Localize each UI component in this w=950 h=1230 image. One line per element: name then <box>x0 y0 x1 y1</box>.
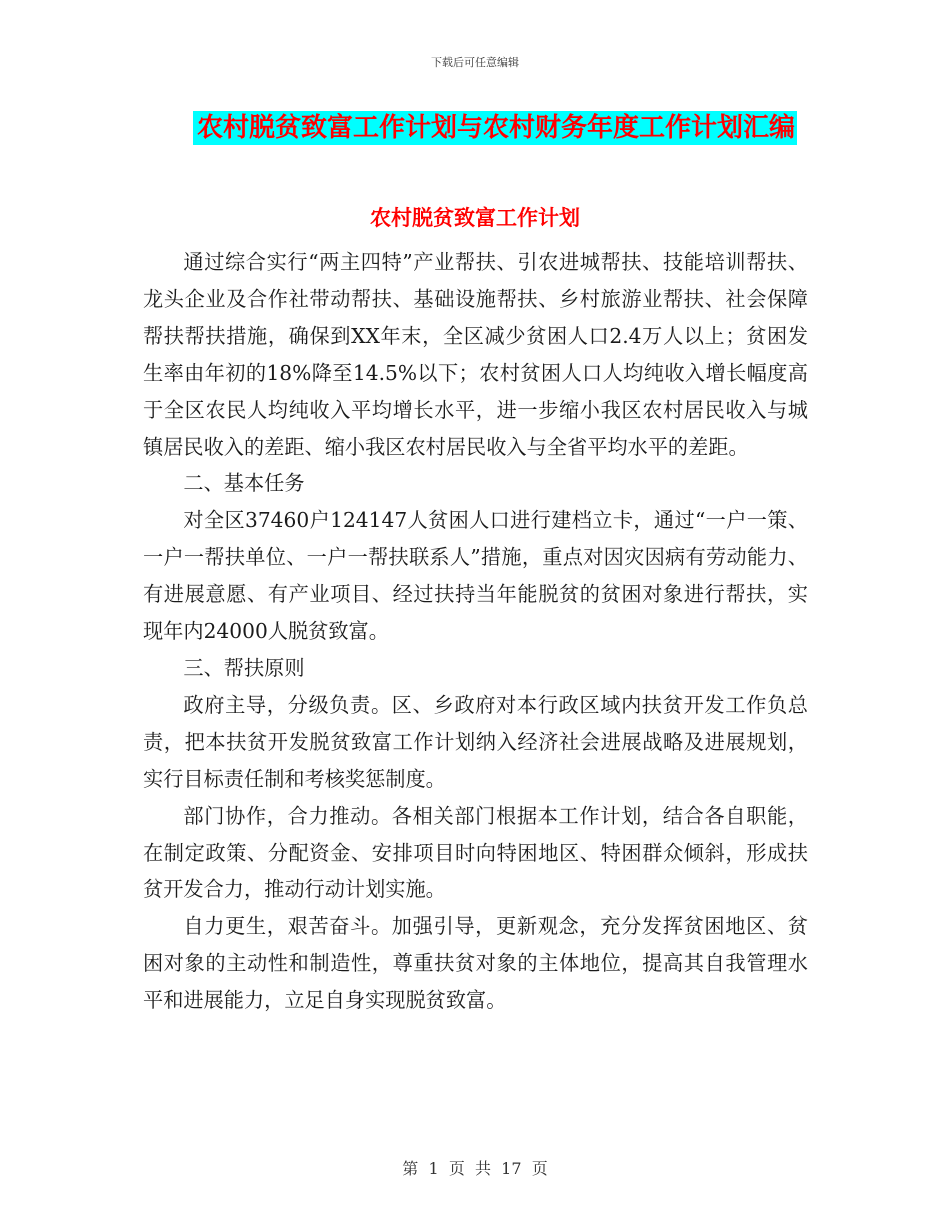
paragraph-principle-selfreliance: 自力更生，艰苦奋斗。加强引导，更新观念，充分发挥贫困地区、贫困对象的主动性和制造性，尊重扶贫对象的主体地位，提高其自我管理水平和进展能力，立足自身实现脱贫致富。 <box>143 914 808 1013</box>
header-note: 下载后可任意编辑 <box>431 56 519 69</box>
page-footer: 第 1 页 共 17 页 <box>402 1159 548 1178</box>
document-title: 农村脱贫致富工作计划与农村财务年度工作计划汇编 <box>193 111 797 145</box>
section-title: 农村脱贫致富工作计划 <box>370 206 580 230</box>
document-body <box>143 244 808 1019</box>
paragraph-principle-cooperation: 部门协作，合力推动。各相关部门根据本工作计划，结合各自职能，在制定政策、分配资金、安排项目时向特困地区、特困群众倾斜，形成扶贫开发合力，推动行动计划实施。 <box>143 803 808 902</box>
heading-basic-tasks: 二、基本任务 <box>183 471 305 496</box>
paragraph-basic-tasks: 对全区37460户124147人贫困人口进行建档立卡，通过“一户一策、一户一帮扶单位、一户一帮扶联系人”措施，重点对因灾因病有劳动能力、有进展意愿、有产业项目、经过扶持当年能脱贫的贫困对象进行帮扶，实现年内24000人脱贫致富。 <box>143 508 808 644</box>
paragraph-intro: 通过综合实行“两主四特”产业帮扶、引农进城帮扶、技能培训帮扶、龙头企业及合作社带动帮扶、基础设施帮扶、乡村旅游业帮扶、社会保障帮扶帮扶措施，确保到XX年末，全区减少贫困人口2.4万人以上；贫困发生率由年初的18%降至14.5%以下；农村贫困人口人均纯收入增长幅度高于全区农民人均纯收入平均增长水平，进一步缩小我区农村居民收入与城镇居民收入的差距、缩小我区农村居民收入与全省平均水平的差距。 <box>143 250 808 459</box>
heading-principles: 三、帮扶原则 <box>183 655 305 680</box>
paragraph-principle-government: 政府主导，分级负责。区、乡政府对本行政区域内扶贫开发工作负总责，把本扶贫开发脱贫致富工作计划纳入经济社会进展战略及进展规划，实行目标责任制和考核奖惩制度。 <box>143 692 808 791</box>
